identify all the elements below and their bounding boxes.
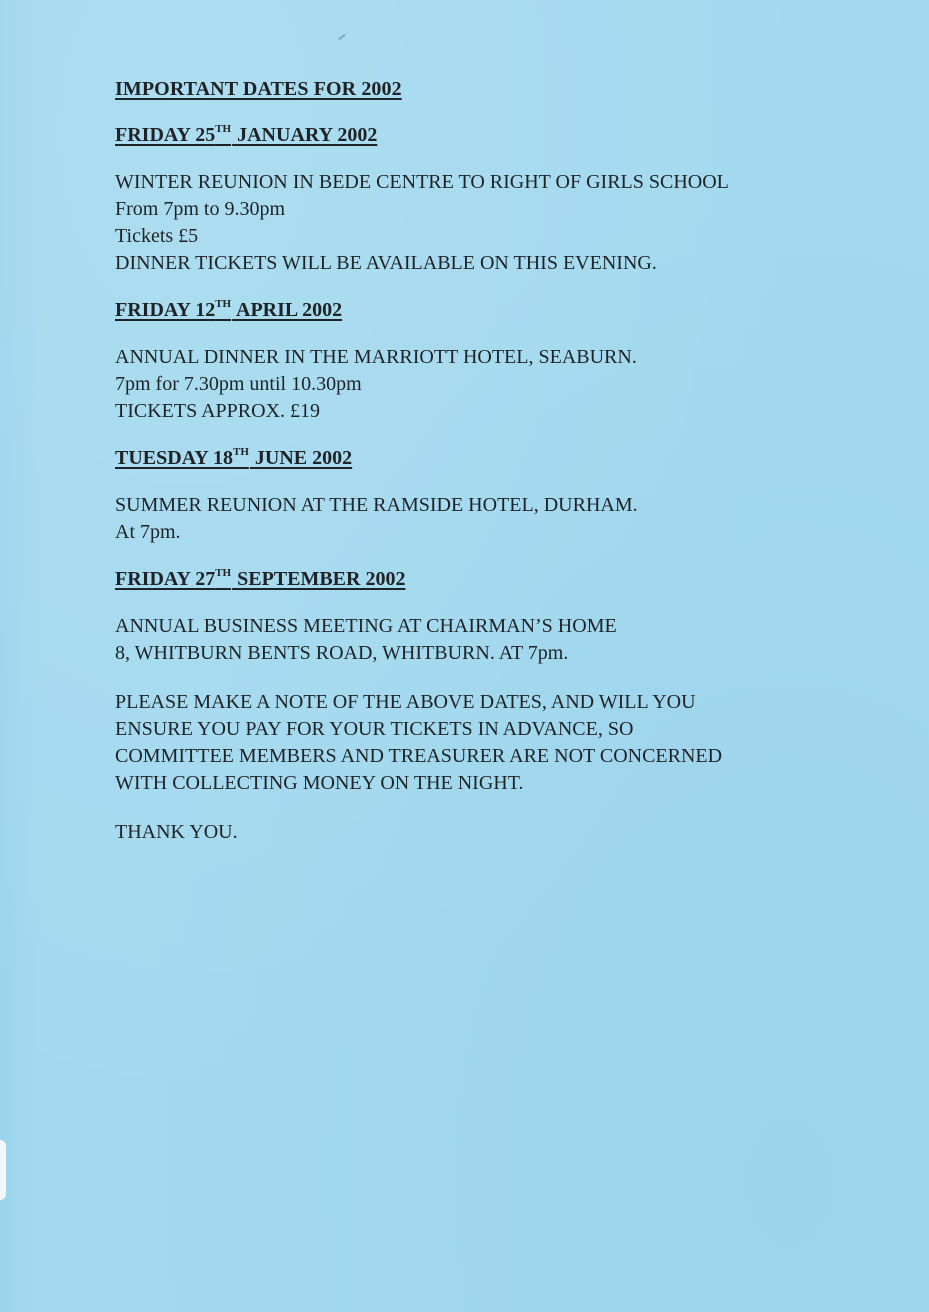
event-heading-month: JANUARY 2002 xyxy=(232,124,378,146)
note-line: PLEASE MAKE A NOTE OF THE ABOVE DATES, AND WILL YOU xyxy=(115,691,696,713)
event-details-june xyxy=(115,492,875,546)
event-heading-month: APRIL 2002 xyxy=(232,299,343,321)
event-line: TICKETS APPROX. £19 xyxy=(115,400,321,422)
document-title: IMPORTANT DATES FOR 2002 xyxy=(115,78,402,100)
event-line: 8, WHITBURN BENTS ROAD, WHITBURN. AT 7pm. xyxy=(115,642,569,664)
event-line: SUMMER REUNION AT THE RAMSIDE HOTEL, DURHAM. xyxy=(115,494,638,516)
note-line: WITH COLLECTING MONEY ON THE NIGHT. xyxy=(115,772,524,794)
event-heading-month: SEPTEMBER 2002 xyxy=(232,568,406,590)
ordinal-suffix: TH xyxy=(215,298,232,310)
payment-note xyxy=(115,689,875,797)
event-heading-april xyxy=(115,299,875,322)
document-body xyxy=(115,78,875,846)
paper-edge-mark xyxy=(0,1140,6,1200)
event-details-january xyxy=(115,169,875,277)
event-line: 7pm for 7.30pm until 10.30pm xyxy=(115,373,362,395)
note-line: COMMITTEE MEMBERS AND TREASURER ARE NOT CONCERNED xyxy=(115,745,723,767)
event-details-september xyxy=(115,613,875,667)
event-heading-date: FRIDAY 25 xyxy=(115,124,216,146)
event-heading-date: FRIDAY 27 xyxy=(115,568,216,590)
ordinal-suffix: TH xyxy=(215,123,232,135)
ordinal-suffix: TH xyxy=(215,567,232,579)
event-line: Tickets £5 xyxy=(115,225,199,247)
event-line: DINNER TICKETS WILL BE AVAILABLE ON THIS EVENING. xyxy=(115,252,657,274)
event-heading-date: FRIDAY 12 xyxy=(115,299,216,321)
event-heading-june xyxy=(115,447,875,470)
event-line: From 7pm to 9.30pm xyxy=(115,198,286,220)
note-line: ENSURE YOU PAY FOR YOUR TICKETS IN ADVANCE, SO xyxy=(115,718,634,740)
event-line: WINTER REUNION IN BEDE CENTRE TO RIGHT OF GIRLS SCHOOL xyxy=(115,171,729,193)
event-line: At 7pm. xyxy=(115,521,181,543)
paper-speck xyxy=(338,34,346,40)
event-details-april xyxy=(115,344,875,425)
event-line: ANNUAL BUSINESS MEETING AT CHAIRMAN’S HOME xyxy=(115,615,617,637)
closing-text: THANK YOU. xyxy=(115,821,238,843)
ordinal-suffix: TH xyxy=(233,446,249,458)
event-heading-date: TUESDAY 18 xyxy=(115,447,233,469)
event-line: ANNUAL DINNER IN THE MARRIOTT HOTEL, SEABURN. xyxy=(115,346,637,368)
event-heading-january xyxy=(115,124,875,147)
event-heading-month: JUNE 2002 xyxy=(249,447,353,469)
event-heading-september xyxy=(115,568,875,591)
